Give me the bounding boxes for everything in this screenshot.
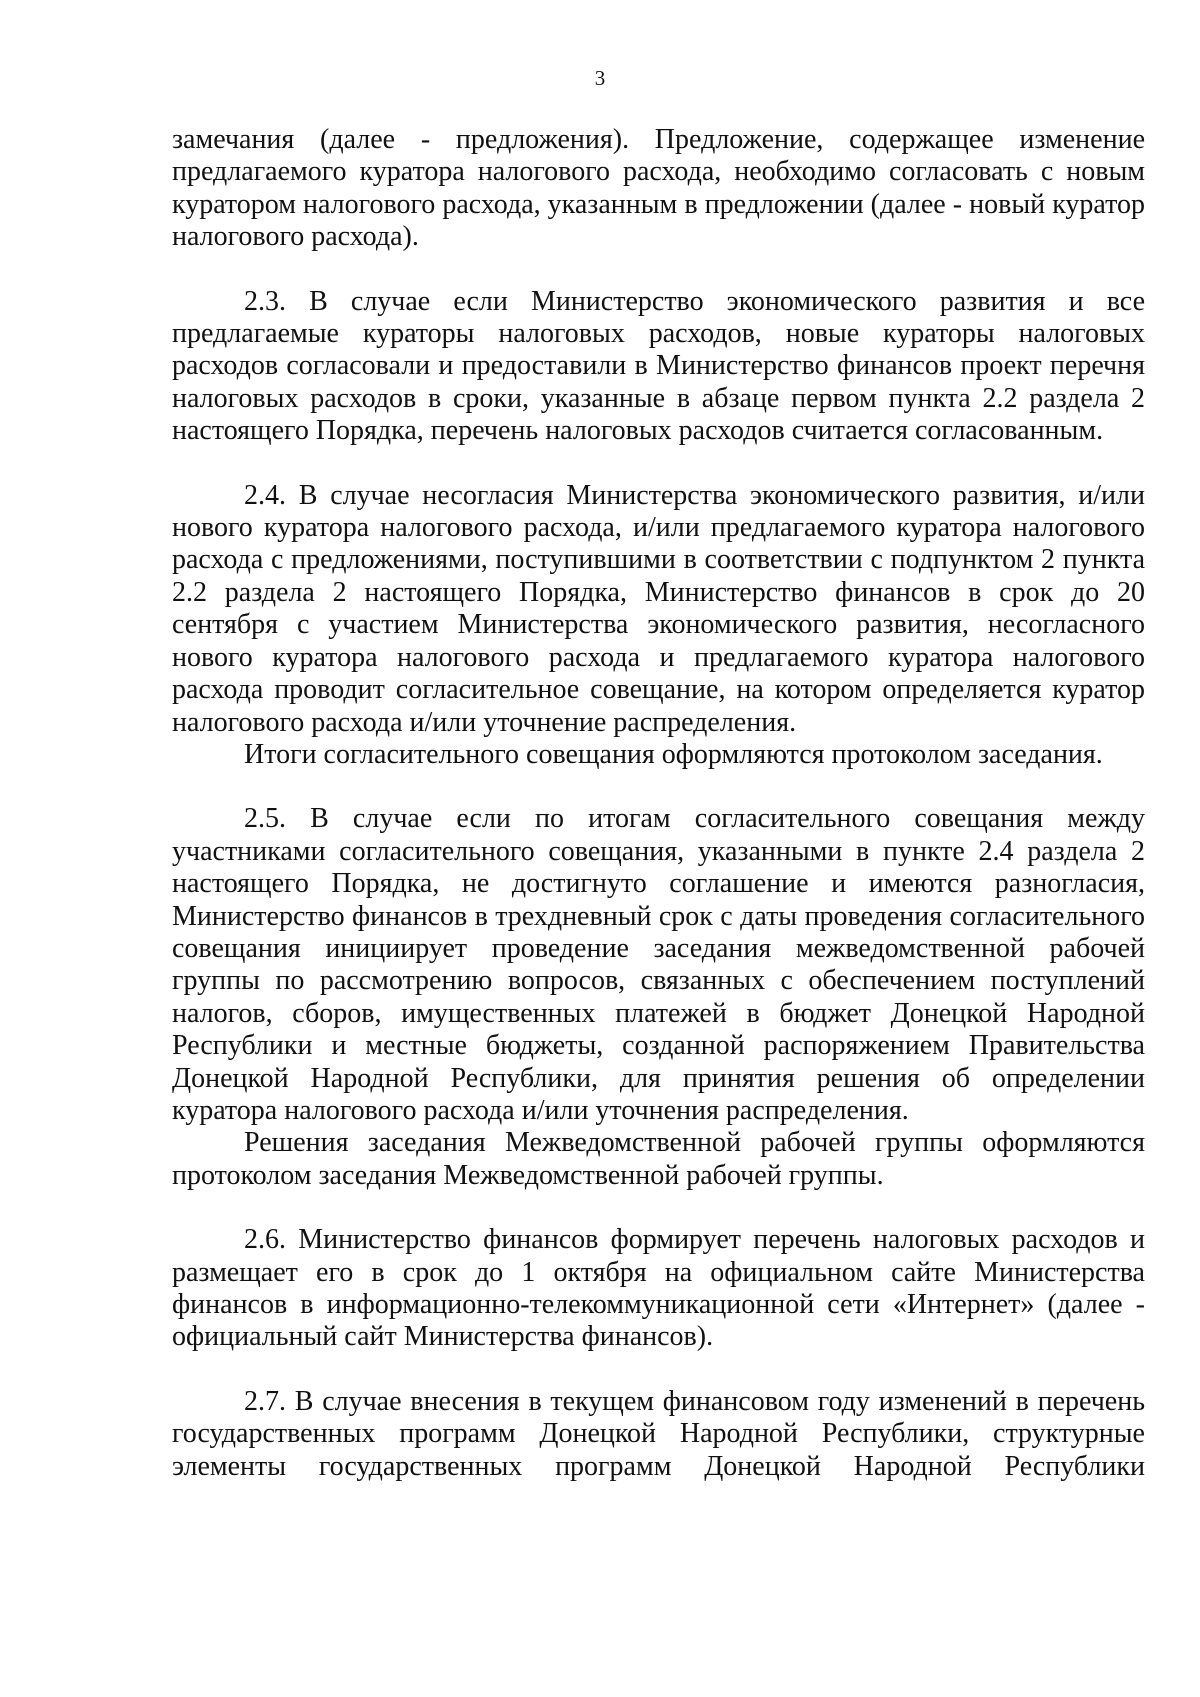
paragraph-2-7: 2.7. В случае внесения в текущем финансовом году изменений в перечень государственных программ Донецкой Народной Республики, структурные элементы государственных программ Донецкой Народной Республики <box>172 1385 1145 1482</box>
paragraph-2-6: 2.6. Министерство финансов формирует перечень налоговых расходов и размещает его в срок до 1 октября на официальном сайте Министерства финансов в информационно-телекоммуникационной сети «Интернет» (далее - официальный сайт Министерства финансов). <box>172 1224 1145 1353</box>
paragraph-continuation: замечания (далее - предложения). Предложение, содержащее изменение предлагаемого куратора налогового расхода, необходимо согласовать с новым куратором налогового расхода, указанным в предложении (далее - новый куратор налогового расхода). <box>172 124 1145 253</box>
paragraph-2-4: 2.4. В случае несогласия Министерства экономического развития, и/или нового куратора налогового расхода, и/или предлагаемого куратора налогового расхода с предложениями, поступившими в соответствии с подпунктом 2 пункта 2.2 раздела 2 настоящего Порядка, Министерство финансов в срок до 20 сентября с участием Министерства экономического развития, несогласного нового куратора налогового расхода и предлагаемого куратора налогового расхода проводит согласительное совещание, на котором определяется куратор налогового расхода и/или уточнение распределения. <box>172 479 1145 738</box>
paragraph-2-5-decision: Решения заседания Межведомственной рабочей группы оформляются протоколом заседания Межведомственной рабочей группы. <box>172 1127 1145 1191</box>
page-number: 3 <box>594 66 606 90</box>
paragraph-2-5: 2.5. В случае если по итогам согласительного совещания между участниками согласительного совещания, указанными в пункте 2.4 раздела 2 настоящего Порядка, не достигнуто соглашение и имеются разногласия, Министерство финансов в трехдневный срок с даты проведения согласительного совещания инициирует проведение заседания межведомственной рабочей группы по рассмотрению вопросов, связанных с обеспечением поступлений налогов, сборов, имущественных платежей в бюджет Донецкой Народной Республики и местные бюджеты, созданной распоряжением Правительства Донецкой Народной Республики, для принятия решения об определении куратора налогового расхода и/или уточнения распределения. <box>172 803 1145 1126</box>
paragraph-2-3: 2.3. В случае если Министерство экономического развития и все предлагаемые кураторы налоговых расходов, новые кураторы налоговых расходов согласовали и предоставили в Министерство финансов проект перечня налоговых расходов в сроки, указанные в абзаце первом пункта 2.2 раздела 2 настоящего Порядка, перечень налоговых расходов считается согласованным. <box>172 285 1145 447</box>
paragraph-2-4-result: Итоги согласительного совещания оформляются протоколом заседания. <box>244 738 1103 770</box>
document-body <box>172 124 1145 1483</box>
